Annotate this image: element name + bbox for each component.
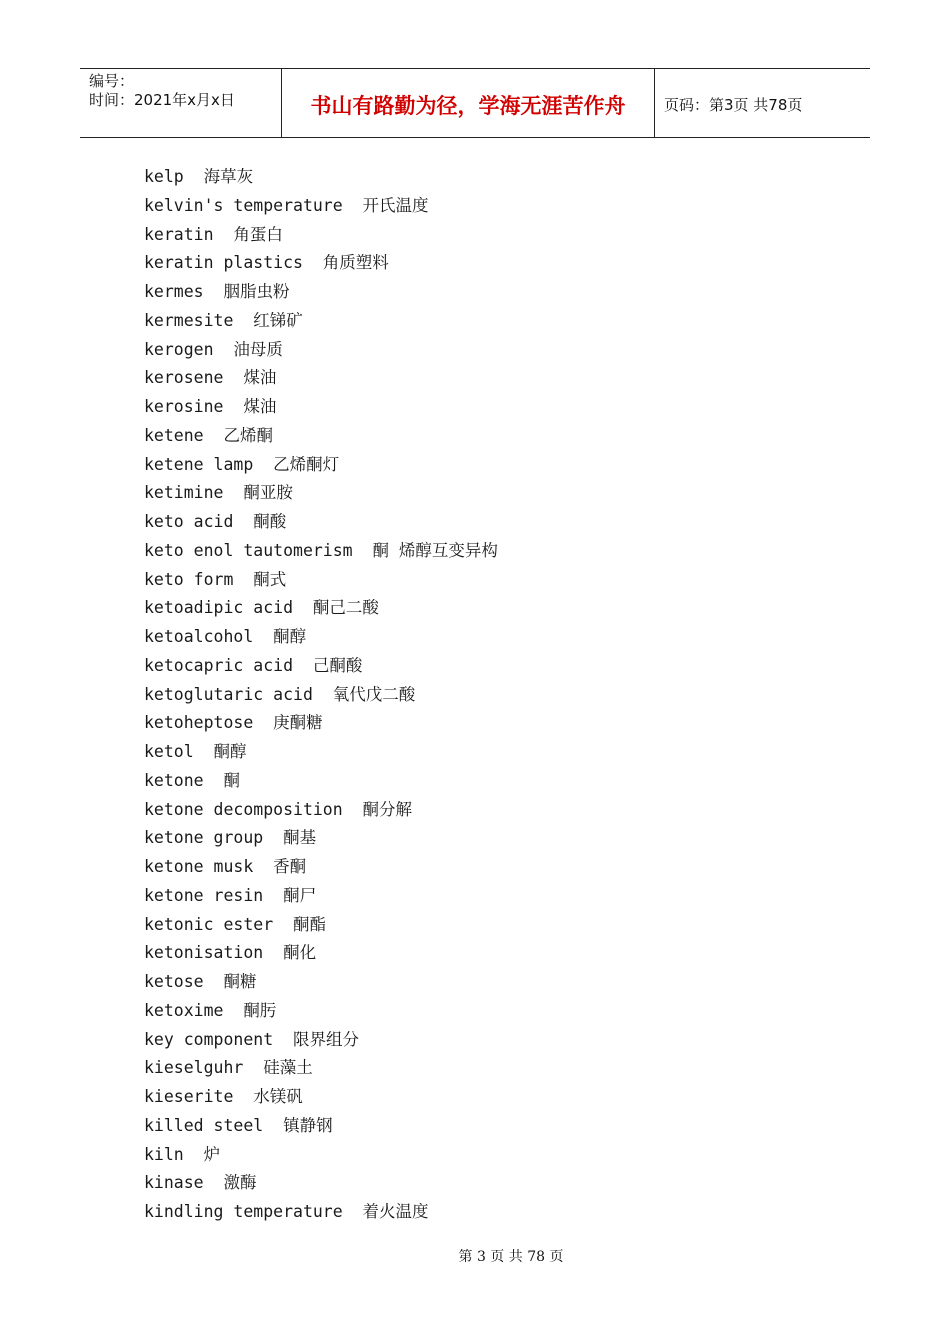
- glossary-entry: ketene 乙烯酮: [144, 425, 273, 445]
- glossary-entry: keratin 角蛋白: [144, 224, 283, 244]
- glossary-entry: keratin plastics 角质塑料: [144, 253, 389, 273]
- glossary-entry: ketonic ester 酮酯: [144, 914, 327, 934]
- glossary-entry: ketoheptose 庚酮糖: [144, 713, 323, 733]
- glossary-entry: kerosene 煤油: [144, 368, 277, 388]
- glossary-entry: keto form 酮式: [144, 569, 287, 589]
- glossary-entry: ketone resin 酮尸: [144, 885, 317, 905]
- page-footer: 第 3 页 共 78 页: [458, 1249, 564, 1265]
- glossary-entry: ketocapric acid 己酮酸: [144, 655, 363, 675]
- glossary-entry: ketone musk 香酮: [144, 857, 307, 876]
- glossary-entry: kelvin's temperature 开氏温度: [144, 195, 429, 215]
- time-label: 时间：2021年x月x日: [89, 91, 235, 109]
- glossary-entry: kelp 海草灰: [144, 167, 254, 186]
- glossary-entry: kindling temperature 着火温度: [144, 1202, 429, 1221]
- glossary-entry: kiln 炉: [144, 1144, 221, 1164]
- number-label: 编号：: [89, 72, 135, 90]
- page-header: [80, 68, 870, 138]
- glossary-entry: ketone decomposition 酮分解: [144, 799, 413, 819]
- glossary-entry: kermes 胭脂虫粉: [144, 282, 290, 301]
- motto: 书山有路勤为径，学海无涯苦作舟: [282, 69, 655, 137]
- glossary-entry: ketose 酮糖: [144, 972, 257, 991]
- glossary-entry: ketene lamp 乙烯酮灯: [144, 454, 340, 474]
- glossary-entry: killed steel 镇静钢: [144, 1115, 333, 1135]
- glossary-entry: ketoxime 酮肟: [144, 1000, 277, 1020]
- header-meta: [80, 69, 282, 137]
- glossary-entry: kieserite 水镁矾: [144, 1087, 303, 1106]
- glossary-entry: ketoglutaric acid 氧代戊二酸: [144, 684, 416, 704]
- glossary-entry: ketoalcohol 酮醇: [144, 627, 307, 646]
- glossary-entry: kieselguhr 硅藻土: [144, 1058, 313, 1078]
- glossary-entry: ketonisation 酮化: [144, 943, 317, 963]
- glossary-list: [144, 163, 498, 1227]
- glossary-entry: ketone 酮: [144, 770, 240, 790]
- glossary-entry: ketone group 酮基: [144, 828, 317, 848]
- glossary-entry: ketol 酮醇: [144, 742, 247, 761]
- glossary-entry: kinase 激酶: [144, 1173, 257, 1193]
- glossary-entry: keto acid 酮酸: [144, 512, 287, 531]
- page-info: 页码：第3页 共78页: [664, 95, 803, 114]
- glossary-entry: ketimine 酮亚胺: [144, 483, 293, 503]
- glossary-entry: kermesite 红锑矿: [144, 310, 303, 330]
- glossary-entry: kerosine 煤油: [144, 397, 277, 416]
- glossary-entry: kerogen 油母质: [144, 339, 283, 359]
- glossary-entry: keto enol tautomerism 酮 烯醇互变异构: [144, 540, 498, 560]
- glossary-entry: key component 限界组分: [144, 1029, 360, 1049]
- glossary-entry: ketoadipic acid 酮己二酸: [144, 598, 379, 618]
